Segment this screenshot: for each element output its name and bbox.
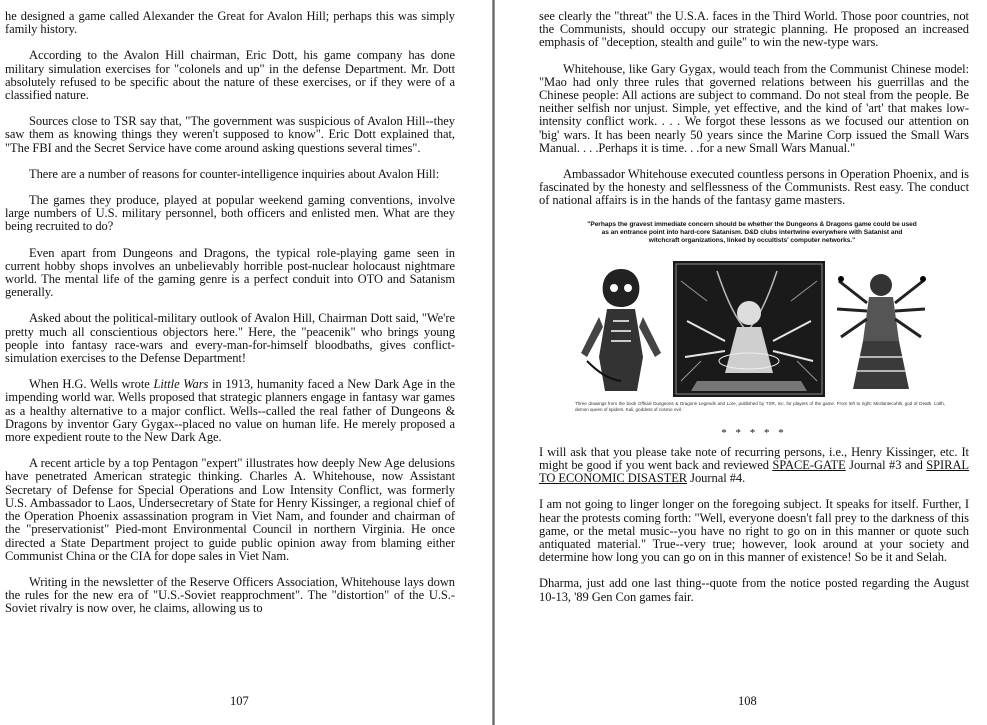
paragraph: Writing in the newsletter of the Reserve Officers Association, Whitehouse lays down the rules for the new era of "U.S.-Soviet reapprochment". The "distortion" of the U.S.-Soviet rivalry is now over, he claims, allowing us to (5, 574, 455, 616)
text-run: I will ask that you please take note of recurring persons, i.e., Henry Kissinger, etc. It might be good if you went back and reviewed (539, 444, 969, 473)
text-run: Journal #3 and (845, 458, 927, 473)
drawing-god-of-death (577, 261, 665, 397)
figure-occult-drawings (539, 221, 969, 419)
paragraph: Ambassador Whitehouse executed countless persons in Operation Phoenix, and is fascinated by the honesty and selflessness of the Communists. Rest easy. The conduct of national affairs is in the hands of the fantasy game masters. (539, 167, 969, 208)
figure-credit-caption: Three drawings from the book Official Dungeons & Dragons Legends and Lore, published by TSR, Inc. for players of the game. From left to right: Mictlantecuhtli, god of Death. Lolth, demon queen of spiders. Kali, goddess of cosmic evil. (575, 400, 945, 412)
drawing-goddess-of-evil (833, 261, 929, 397)
paragraph-wells (5, 378, 455, 444)
paragraph-recurring-persons (539, 446, 969, 486)
text-run: Journal #4. (687, 471, 746, 486)
paragraph: According to the Avalon Hill chairman, Eric Dott, his game company has done military simulation exercises for "colonels and up" in the defense Department. Mr. Dott absolutely refused to be specific about the nature of these exercises, or if they were of a classified nature. (5, 48, 455, 103)
paragraph: I am not going to linger longer on the foregoing subject. It speaks for itself. Further, I hear the protests coming forth: "Well, everyone doesn't fall prey to the darkness of this game, or the metal music--you have no right to go on in this manner or quote such antiquated material." True--very true; however, look around at your society and determine how long you can go on in this manner of existence! So be it and Selah. (539, 497, 969, 565)
drawing-spider-queen (673, 261, 825, 397)
paragraph: Asked about the political-military outlook of Avalon Hill, Chairman Dott said, "We're pretty much all conscientious objectors here." Here, the "peacenik" who brings young people into fantasy race-wars and every-man-for-himself bloodbaths, gives conflict-simulation exercises to the Defense Department! (5, 311, 455, 366)
paragraph: Dharma, just add one last thing--quote from the notice posted regarding the August 10-13, '89 Gen Con games fair. (539, 576, 969, 604)
figure-quote-caption: "Perhaps the gravest immediate concern should be whether the Dungeons & Dragons game could be used as an entrance point into hard-core Satanism. D&D clubs intertwine everywhere with Satanist and witchcraft organizations, linked by occultists' computer networks." (587, 220, 917, 245)
paragraph: There are a number of reasons for counter-intelligence inquiries about Avalon Hill: (29, 166, 440, 181)
journal-ref-spiral: SPIRAL TO ECONOMIC DISASTER (539, 458, 970, 486)
paragraph: see clearly the "threat" the U.S.A. faces in the Third World. Those poor countries, not the Communists, should occupy our strategic planning. He proposed an increased emphasis of "deception, stealth and guile" to win the new-type wars. (539, 9, 969, 50)
paragraph: he designed a game called Alexander the Great for Avalon Hill; perhaps this was simply family history. (5, 9, 455, 37)
right-text-column (539, 10, 969, 617)
paragraph: Even apart from Dungeons and Dragons, the typical role-playing game seen in current hobby shops involves an unbelievably horrible post-nuclear holocaust nightmare world. The mental life of the gaming genre is a perfect conduit into OTO and Satanism generally. (5, 245, 455, 300)
section-divider-stars: * * * * * (721, 426, 787, 439)
paragraph: A recent article by a top Pentagon "expert" illustrates how deeply New Age delusions have penetrated American strategic thinking. Charles A. Whitehouse, now Assistant Secretary of Defense for Special Operations and Low Intensity Conflict, was formerly U.S. Ambassador to Laos, Undersecretary of State for Henry Kissinger, a regional chief of the Operation Phoenix assassination program in Viet Nam, and founder and chairman of the "preservationist" Pied-mont Environmental Council in northern Virginia. He once directed a State Department project to guide public opinion away from blaming either Communist China or the CIA for dope sales in Viet Nam. (5, 456, 455, 563)
left-page (0, 0, 493, 725)
journal-ref-space-gate: SPACE-GATE (772, 458, 846, 473)
paragraph: The games they produce, played at popular weekend gaming conventions, involve large numbers of U.S. military personnel, both officers and enlisted men. What are they being recruited to do? (5, 193, 455, 234)
left-text-column (5, 10, 455, 629)
text-run: in 1913, humanity faced a New Dark Age in the impending world war. Wells proposed that strategic planners engage in fantasy war games as a healthy alternative to a major conflict. Wells--called the real father of Dungeons & Dragons by inventor Gary Gygax--placed no value on human life. He merely proposed a more expedient route to the New Dark Age. (5, 377, 455, 445)
book-title-little-wars: Little Wars (153, 377, 209, 392)
page-number: 107 (230, 694, 249, 708)
paragraph: Whitehouse, like Gary Gygax, would teach from the Communist Chinese model: "Mao had only three rules that governed relations between his guerrillas and the Chinese people: All actions are subject to command. Do not steal from the people. Be neither selfish nor unjust. Simple, yet effective, and the kind of 'art' that makes low-intensity conflict work. . . . We forgot these lessons as we focused our attention on 'big' wars. It has been nearly 50 years since the Marine Corp issued the Small Wars Manual. . . .Perhaps it is time. . .for a new Small Wars Manual." (539, 61, 969, 155)
page-number: 108 (738, 694, 757, 708)
drawings-illustration (577, 261, 929, 399)
paragraph: Sources close to TSR say that, "The government was suspicious of Avalon Hill--they saw them as knowing things they weren't supposed to know". Eric Dott explained that, "The FBI and the Secret Service have come around asking questions several times". (5, 114, 455, 155)
text-run: When H.G. Wells wrote (29, 377, 154, 392)
right-page (495, 0, 987, 725)
